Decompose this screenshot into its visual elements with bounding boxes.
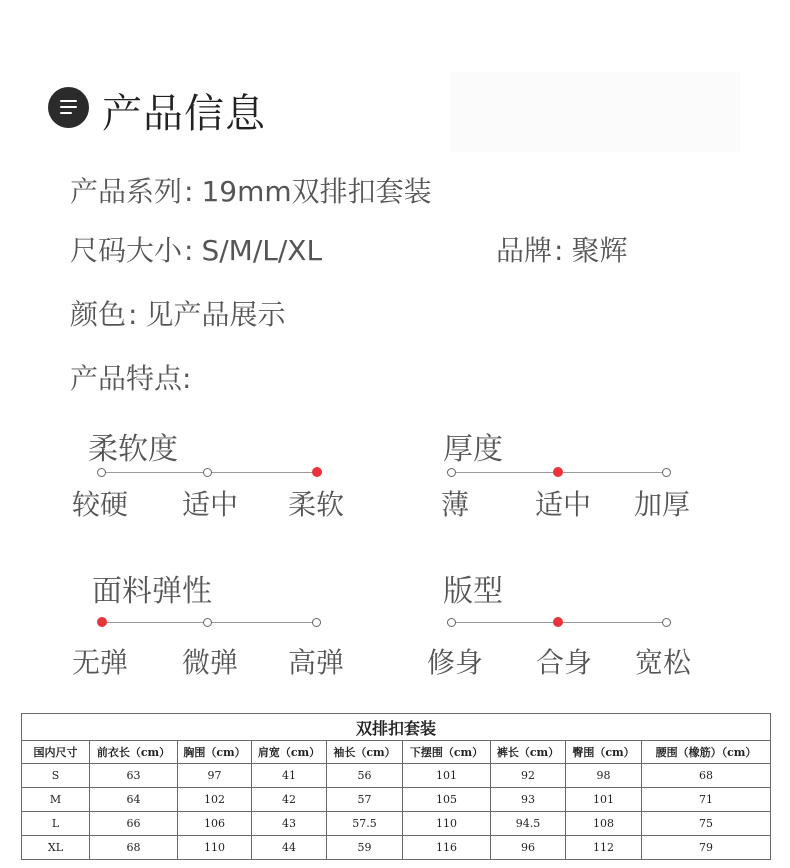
thickness-dot-1 xyxy=(553,467,563,477)
size-table-header: 腰围（橡筋）（cm） xyxy=(642,741,771,764)
softness-dot-2 xyxy=(312,467,322,477)
size-table-header: 肩宽（cm） xyxy=(252,741,327,764)
table-cell: XL xyxy=(22,836,90,860)
elasticity-option-0: 无弹 xyxy=(72,646,129,679)
table-cell: 110 xyxy=(403,812,491,836)
table-cell: 68 xyxy=(642,764,771,788)
table-cell: 112 xyxy=(566,836,642,860)
size-table-header: 裤长（cm） xyxy=(491,741,566,764)
size-table-caption: 双排扣套装 xyxy=(22,714,771,741)
softness-option-0: 较硬 xyxy=(72,488,129,521)
elasticity-title: 面料弹性 xyxy=(92,574,212,609)
info-color: 颜色: 见产品展示 xyxy=(70,298,286,331)
table-cell: 97 xyxy=(178,764,252,788)
thickness-option-1: 适中 xyxy=(535,488,592,521)
table-cell: 96 xyxy=(491,836,566,860)
elasticity-dot-1 xyxy=(203,618,212,627)
table-cell: 68 xyxy=(90,836,178,860)
faint-background-panel xyxy=(450,72,740,152)
table-cell: 106 xyxy=(178,812,252,836)
info-size: 尺码大小: S/M/L/XL xyxy=(70,234,323,267)
table-cell: 110 xyxy=(178,836,252,860)
info-color-label: 颜色 xyxy=(70,298,127,331)
softness-dot-1 xyxy=(203,468,212,477)
table-row xyxy=(22,764,771,788)
table-row xyxy=(22,788,771,812)
info-brand: 品牌: 聚辉 xyxy=(496,234,628,267)
table-cell: 64 xyxy=(90,788,178,812)
table-cell: M xyxy=(22,788,90,812)
info-size-label: 尺码大小 xyxy=(70,234,183,267)
elasticity-option-1: 微弹 xyxy=(182,646,239,679)
fit-option-1: 合身 xyxy=(536,646,593,679)
info-color-value: 见产品展示 xyxy=(145,298,286,331)
softness-option-2: 柔软 xyxy=(288,488,345,521)
table-cell: 71 xyxy=(642,788,771,812)
table-cell: 41 xyxy=(252,764,327,788)
size-table-header: 袖长（cm） xyxy=(327,741,403,764)
table-cell: 79 xyxy=(642,836,771,860)
size-table xyxy=(21,713,771,860)
fit-option-2: 宽松 xyxy=(635,646,692,679)
table-cell: 116 xyxy=(403,836,491,860)
softness-option-1: 适中 xyxy=(182,488,239,521)
table-cell: 101 xyxy=(403,764,491,788)
table-cell: 108 xyxy=(566,812,642,836)
features-label: 产品特点: xyxy=(70,362,192,395)
table-cell: 101 xyxy=(566,788,642,812)
table-cell: 59 xyxy=(327,836,403,860)
table-cell: 66 xyxy=(90,812,178,836)
thickness-dot-0 xyxy=(447,468,456,477)
table-cell: 57.5 xyxy=(327,812,403,836)
info-series-label: 产品系列 xyxy=(70,175,183,208)
elasticity-dot-0 xyxy=(97,617,107,627)
elasticity-option-2: 高弹 xyxy=(288,646,345,679)
table-cell: 102 xyxy=(178,788,252,812)
softness-title: 柔软度 xyxy=(88,432,178,467)
info-brand-value: 聚辉 xyxy=(571,234,628,267)
table-cell: L xyxy=(22,812,90,836)
table-row xyxy=(22,812,771,836)
table-cell: 44 xyxy=(252,836,327,860)
table-cell: 56 xyxy=(327,764,403,788)
elasticity-dot-2 xyxy=(312,618,321,627)
size-table-header: 国内尺寸 xyxy=(22,741,90,764)
table-cell: 94.5 xyxy=(491,812,566,836)
fit-dot-0 xyxy=(447,618,456,627)
info-brand-label: 品牌 xyxy=(496,234,553,267)
thickness-title: 厚度 xyxy=(443,432,503,467)
info-series-value: 19mm双排扣套装 xyxy=(201,175,432,208)
menu-lines-icon xyxy=(48,87,89,128)
info-series: 产品系列: 19mm双排扣套装 xyxy=(70,175,432,208)
table-cell: 57 xyxy=(327,788,403,812)
table-cell: 75 xyxy=(642,812,771,836)
fit-dot-2 xyxy=(662,618,671,627)
table-cell: 98 xyxy=(566,764,642,788)
fit-option-0: 修身 xyxy=(427,646,484,679)
info-size-value: S/M/L/XL xyxy=(201,234,323,267)
table-row xyxy=(22,836,771,860)
size-table-header: 臀围（cm） xyxy=(566,741,642,764)
section-title: 产品信息 xyxy=(102,91,266,137)
table-cell: 42 xyxy=(252,788,327,812)
table-cell: 63 xyxy=(90,764,178,788)
thickness-dot-2 xyxy=(662,468,671,477)
size-table-header: 前衣长（cm） xyxy=(90,741,178,764)
fit-title: 版型 xyxy=(443,574,503,609)
softness-dot-0 xyxy=(97,468,106,477)
size-table-header: 胸围（cm） xyxy=(178,741,252,764)
table-cell: S xyxy=(22,764,90,788)
thickness-option-0: 薄 xyxy=(441,488,470,521)
table-cell: 43 xyxy=(252,812,327,836)
size-table-header-row xyxy=(22,741,771,764)
table-cell: 93 xyxy=(491,788,566,812)
table-cell: 105 xyxy=(403,788,491,812)
fit-dot-1 xyxy=(553,617,563,627)
size-table-header: 下摆围（cm） xyxy=(403,741,491,764)
thickness-option-2: 加厚 xyxy=(634,488,691,521)
table-cell: 92 xyxy=(491,764,566,788)
